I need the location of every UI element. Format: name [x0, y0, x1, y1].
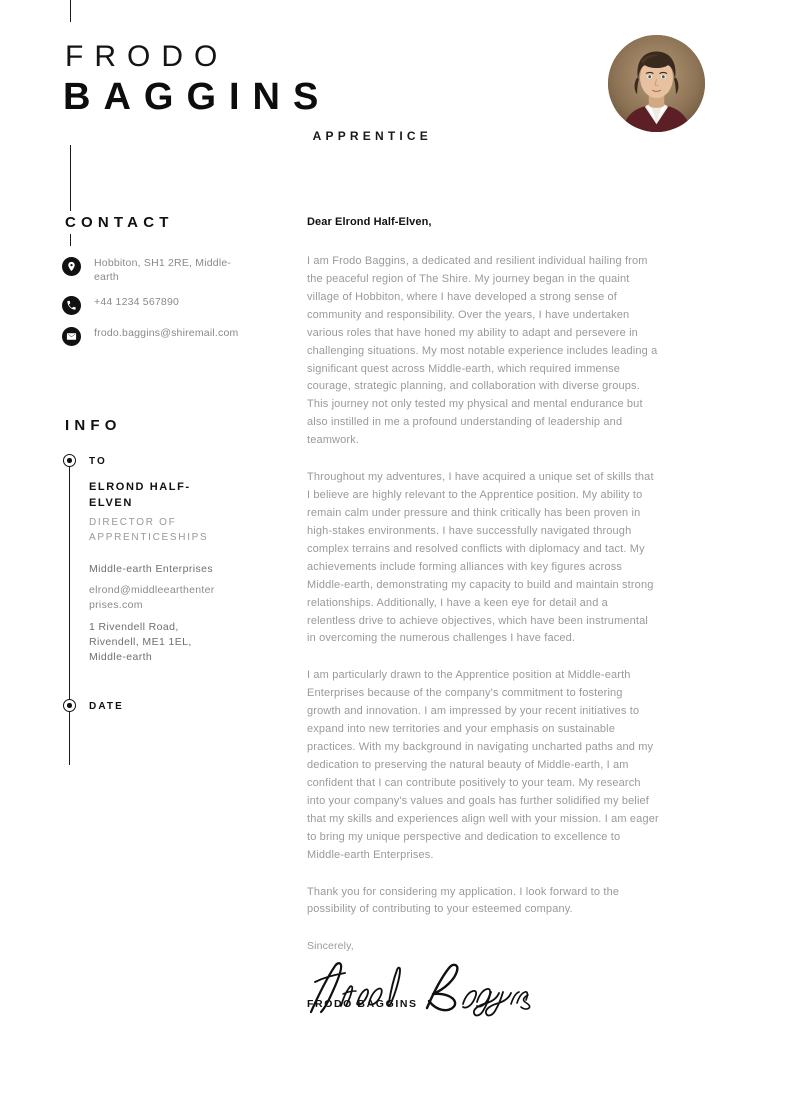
recipient-role: DIRECTOR OF APPRENTICESHIPS	[89, 516, 209, 543]
to-label: TO	[89, 456, 107, 467]
signature-area	[307, 956, 659, 1018]
letter-paragraph: Throughout my adventures, I have acquired a unique set of skills that I believe are highly relevant to the Apprentice position. My ability to remain calm under pressure and think critically has been proven in high-stakes environments. I have successfully navigated through complex terrains and resolved conflicts with diplomacy and tact. My achievements include forming alliances with key figures across Middle-earth, demonstrating my capacity to build and maintain strong relationships. Additionally, I have a keen eye for detail and a relentless drive to achieve objectives, which have been instrumental in overcoming the numerous challenges I have faced.	[307, 471, 654, 645]
first-name: FRODO	[65, 40, 229, 73]
letter-paragraph: Thank you for considering my application. I look forward to the possibility of contributing to your esteemed company.	[307, 885, 620, 916]
envelope-icon	[62, 327, 81, 346]
letter-paragraph: I am Frodo Baggins, a dedicated and resilient individual hailing from the peaceful region of The Shire. My journey began in the quaint village of Hobbiton, where I have developed a strong sense of community and responsibility. Over the years, I have undertaken various roles that have honed my ability to adapt and persevere in challenging situations. My most notable experience includes leading a significant quest across Middle-earth, which required immense courage, strategic planning, and collaboration with diverse groups. This journey not only tested my physical and mental endurance but also instilled in me a profound understanding of leadership and teamwork.	[307, 255, 658, 447]
recipient-name: ELROND HALF-ELVEN	[89, 481, 191, 509]
location-pin-icon	[62, 257, 81, 276]
contact-heading: CONTACT	[65, 214, 174, 231]
letter-body	[307, 216, 659, 1018]
timeline-marker-to	[63, 454, 76, 467]
contact-phone-text: +44 1234 567890	[94, 296, 180, 309]
recipient-company: Middle-earth Enterprises	[89, 562, 213, 575]
salutation: Dear Elrond Half-Elven,	[307, 216, 432, 228]
contact-location-text: Hobbiton, SH1 2RE, Middle-earth	[94, 257, 232, 284]
recipient-email: elrond@middleearthenterprises.com	[89, 584, 215, 612]
signature-printed-name: FRODO BAGGINS	[307, 998, 418, 1011]
info-timeline-line	[69, 462, 70, 765]
contact-item-phone	[62, 295, 277, 315]
decorative-rule-top	[70, 0, 71, 22]
recipient-address: 1 Rivendell Road, Rivendell, ME1 1EL, Middle-earth	[89, 620, 192, 663]
letter-paragraph: I am particularly drawn to the Apprentice position at Middle-earth Enterprises because of the company's commitment to fostering growth and innovation. I am impressed by your recent initiatives to expand into new territories and your emphasis on sustainable practices. With my background in navigating uncharted paths and my dedication to preserving the natural beauty of Middle-earth, I am confident that I can contribute positively to your team. My research into your company's values and goals has further solidified my belief that my skills and experiences align well with your mission. I am eager to bring my unique perspective and dedication to excellence to Middle-earth Enterprises.	[307, 669, 659, 861]
recipient-block	[89, 480, 219, 665]
contact-item-email	[62, 326, 277, 346]
date-label: DATE	[89, 701, 124, 712]
contact-list	[62, 256, 277, 357]
info-heading: INFO	[65, 417, 122, 434]
decorative-rule-middle	[70, 145, 71, 211]
last-name: BAGGINS	[63, 76, 332, 118]
job-title: APPRENTICE	[312, 129, 432, 143]
timeline-marker-date	[63, 699, 76, 712]
avatar	[608, 35, 705, 132]
contact-item-location	[62, 256, 277, 284]
contact-email-text: frodo.baggins@shiremail.com	[94, 327, 239, 340]
decorative-rule-contact	[70, 234, 71, 246]
portrait-photo-icon	[608, 35, 705, 132]
closing-text: Sincerely,	[307, 940, 354, 953]
phone-icon	[62, 296, 81, 315]
